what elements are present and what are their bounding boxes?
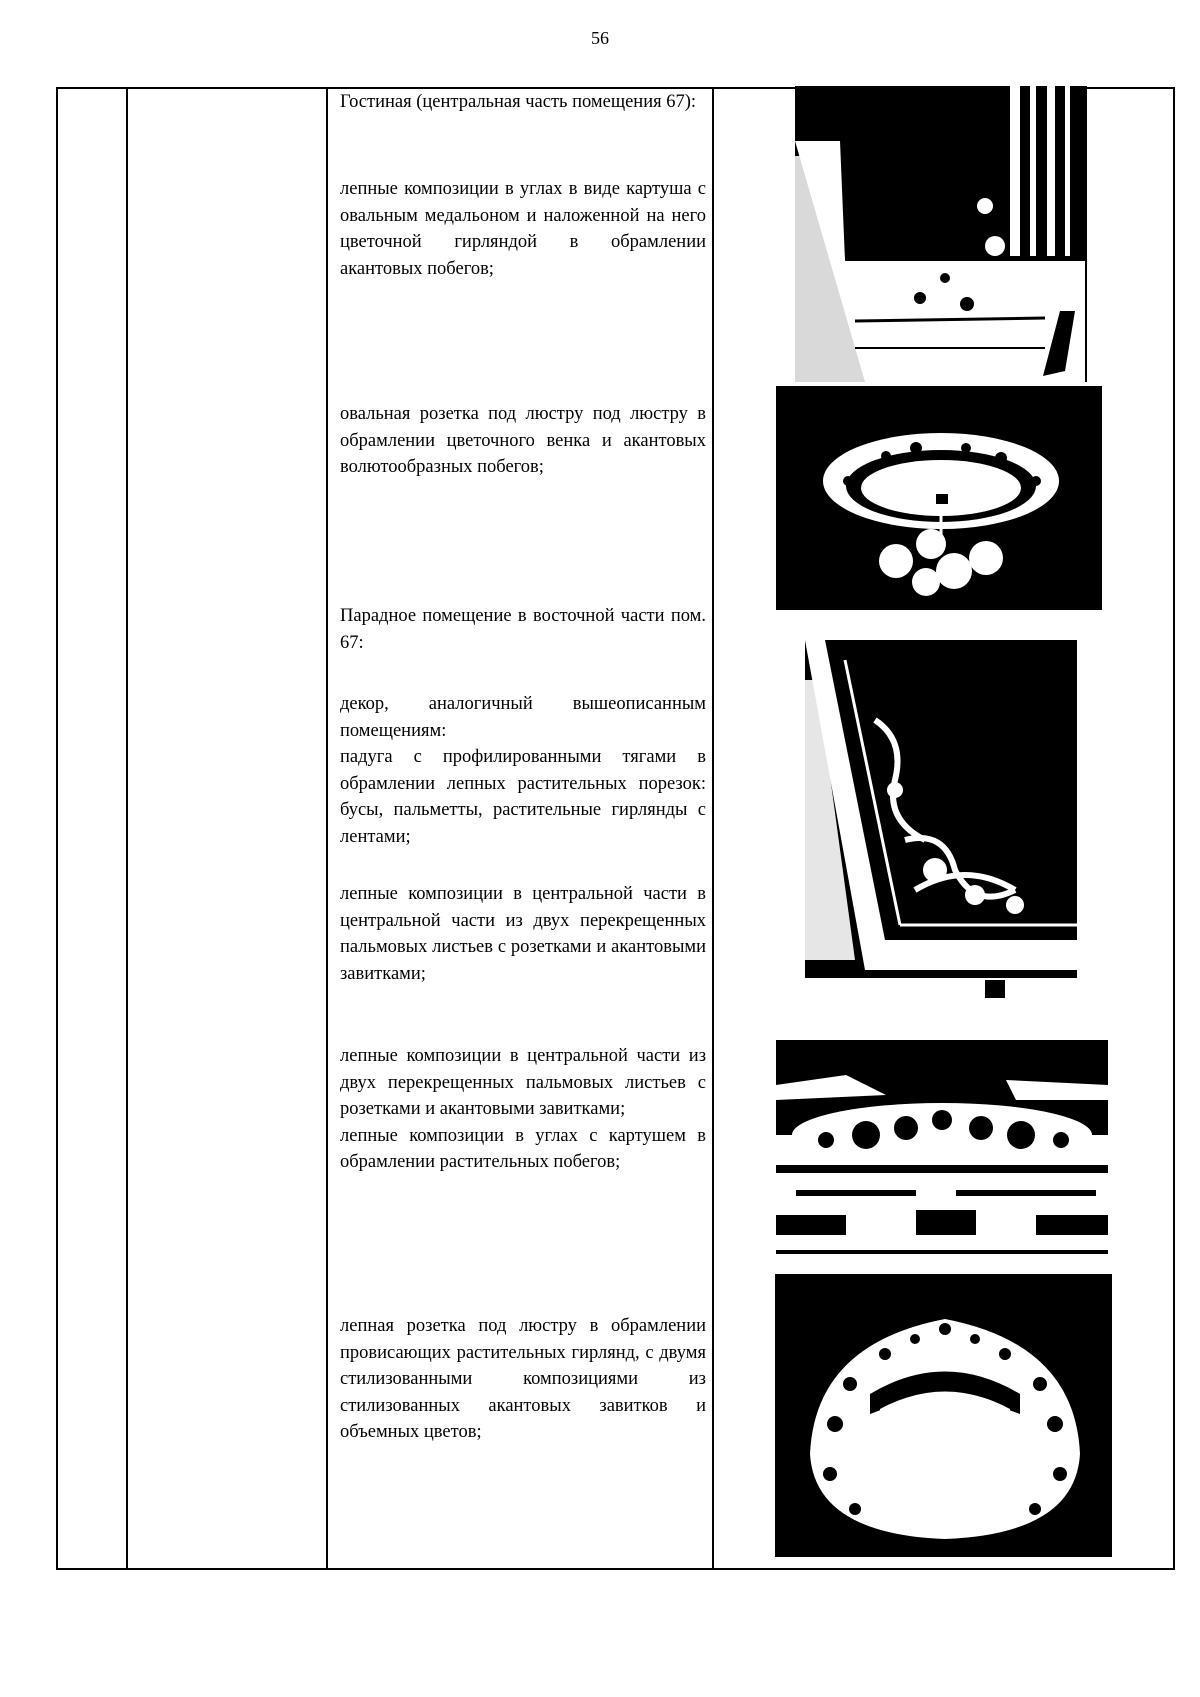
- paragraph-chandelier-rosette: лепная розетка под люстру в обрамлении провисающих растительных гирлянд, с двумя стилизованными композициями из стилизованных акантовых завитков и объемных цветов;: [340, 1316, 706, 1442]
- paragraph-decor-cove: декор, аналогичный вышеописанным помещениям: падуга с профилированными тягами в обрамлении лепных растительных порезок: бусы, пальметты, растительные гирлянды с лентами;: [340, 694, 706, 847]
- paragraph-central-and-corner-compositions: лепные композиции в центральной части из двух перекрещенных пальмовых листьев с розетками и акантовыми завитками; лепные композиции в углах с картушем в обрамлении растительных побегов;: [340, 1046, 706, 1172]
- photo-chandelier-rosette: [775, 1274, 1112, 1557]
- section-heading-ceremonial-room: Парадное помещение в восточной части пом. 67:: [340, 606, 706, 653]
- paragraph-corner-compositions: лепные композиции в углах в виде картуша с овальным медальоном и наложенной на него цветочной гирляндой в обрамлении акантовых побегов;: [340, 179, 706, 279]
- photo-ceiling-cove: [805, 640, 1077, 1003]
- column-divider-2: [326, 89, 328, 1568]
- column-divider-1: [126, 89, 128, 1568]
- page-number: 56: [591, 28, 609, 48]
- paragraph-oval-rosette: овальная розетка под люстру под люстру в обрамлении цветочного венка и акантовых волютообразных побегов;: [340, 404, 706, 477]
- paragraph-central-compositions: лепные композиции в центральной части в центральной части из двух перекрещенных пальмовых листьев с розетками и акантовыми завитками;: [340, 884, 706, 984]
- photo-central-composition: [776, 1040, 1108, 1266]
- section-heading-living-room: Гостиная (центральная часть помещения 67):: [340, 92, 697, 112]
- photo-oval-rosette: [776, 386, 1102, 610]
- column-divider-3: [712, 89, 714, 1568]
- photo-corner-cartouche: [795, 86, 1087, 382]
